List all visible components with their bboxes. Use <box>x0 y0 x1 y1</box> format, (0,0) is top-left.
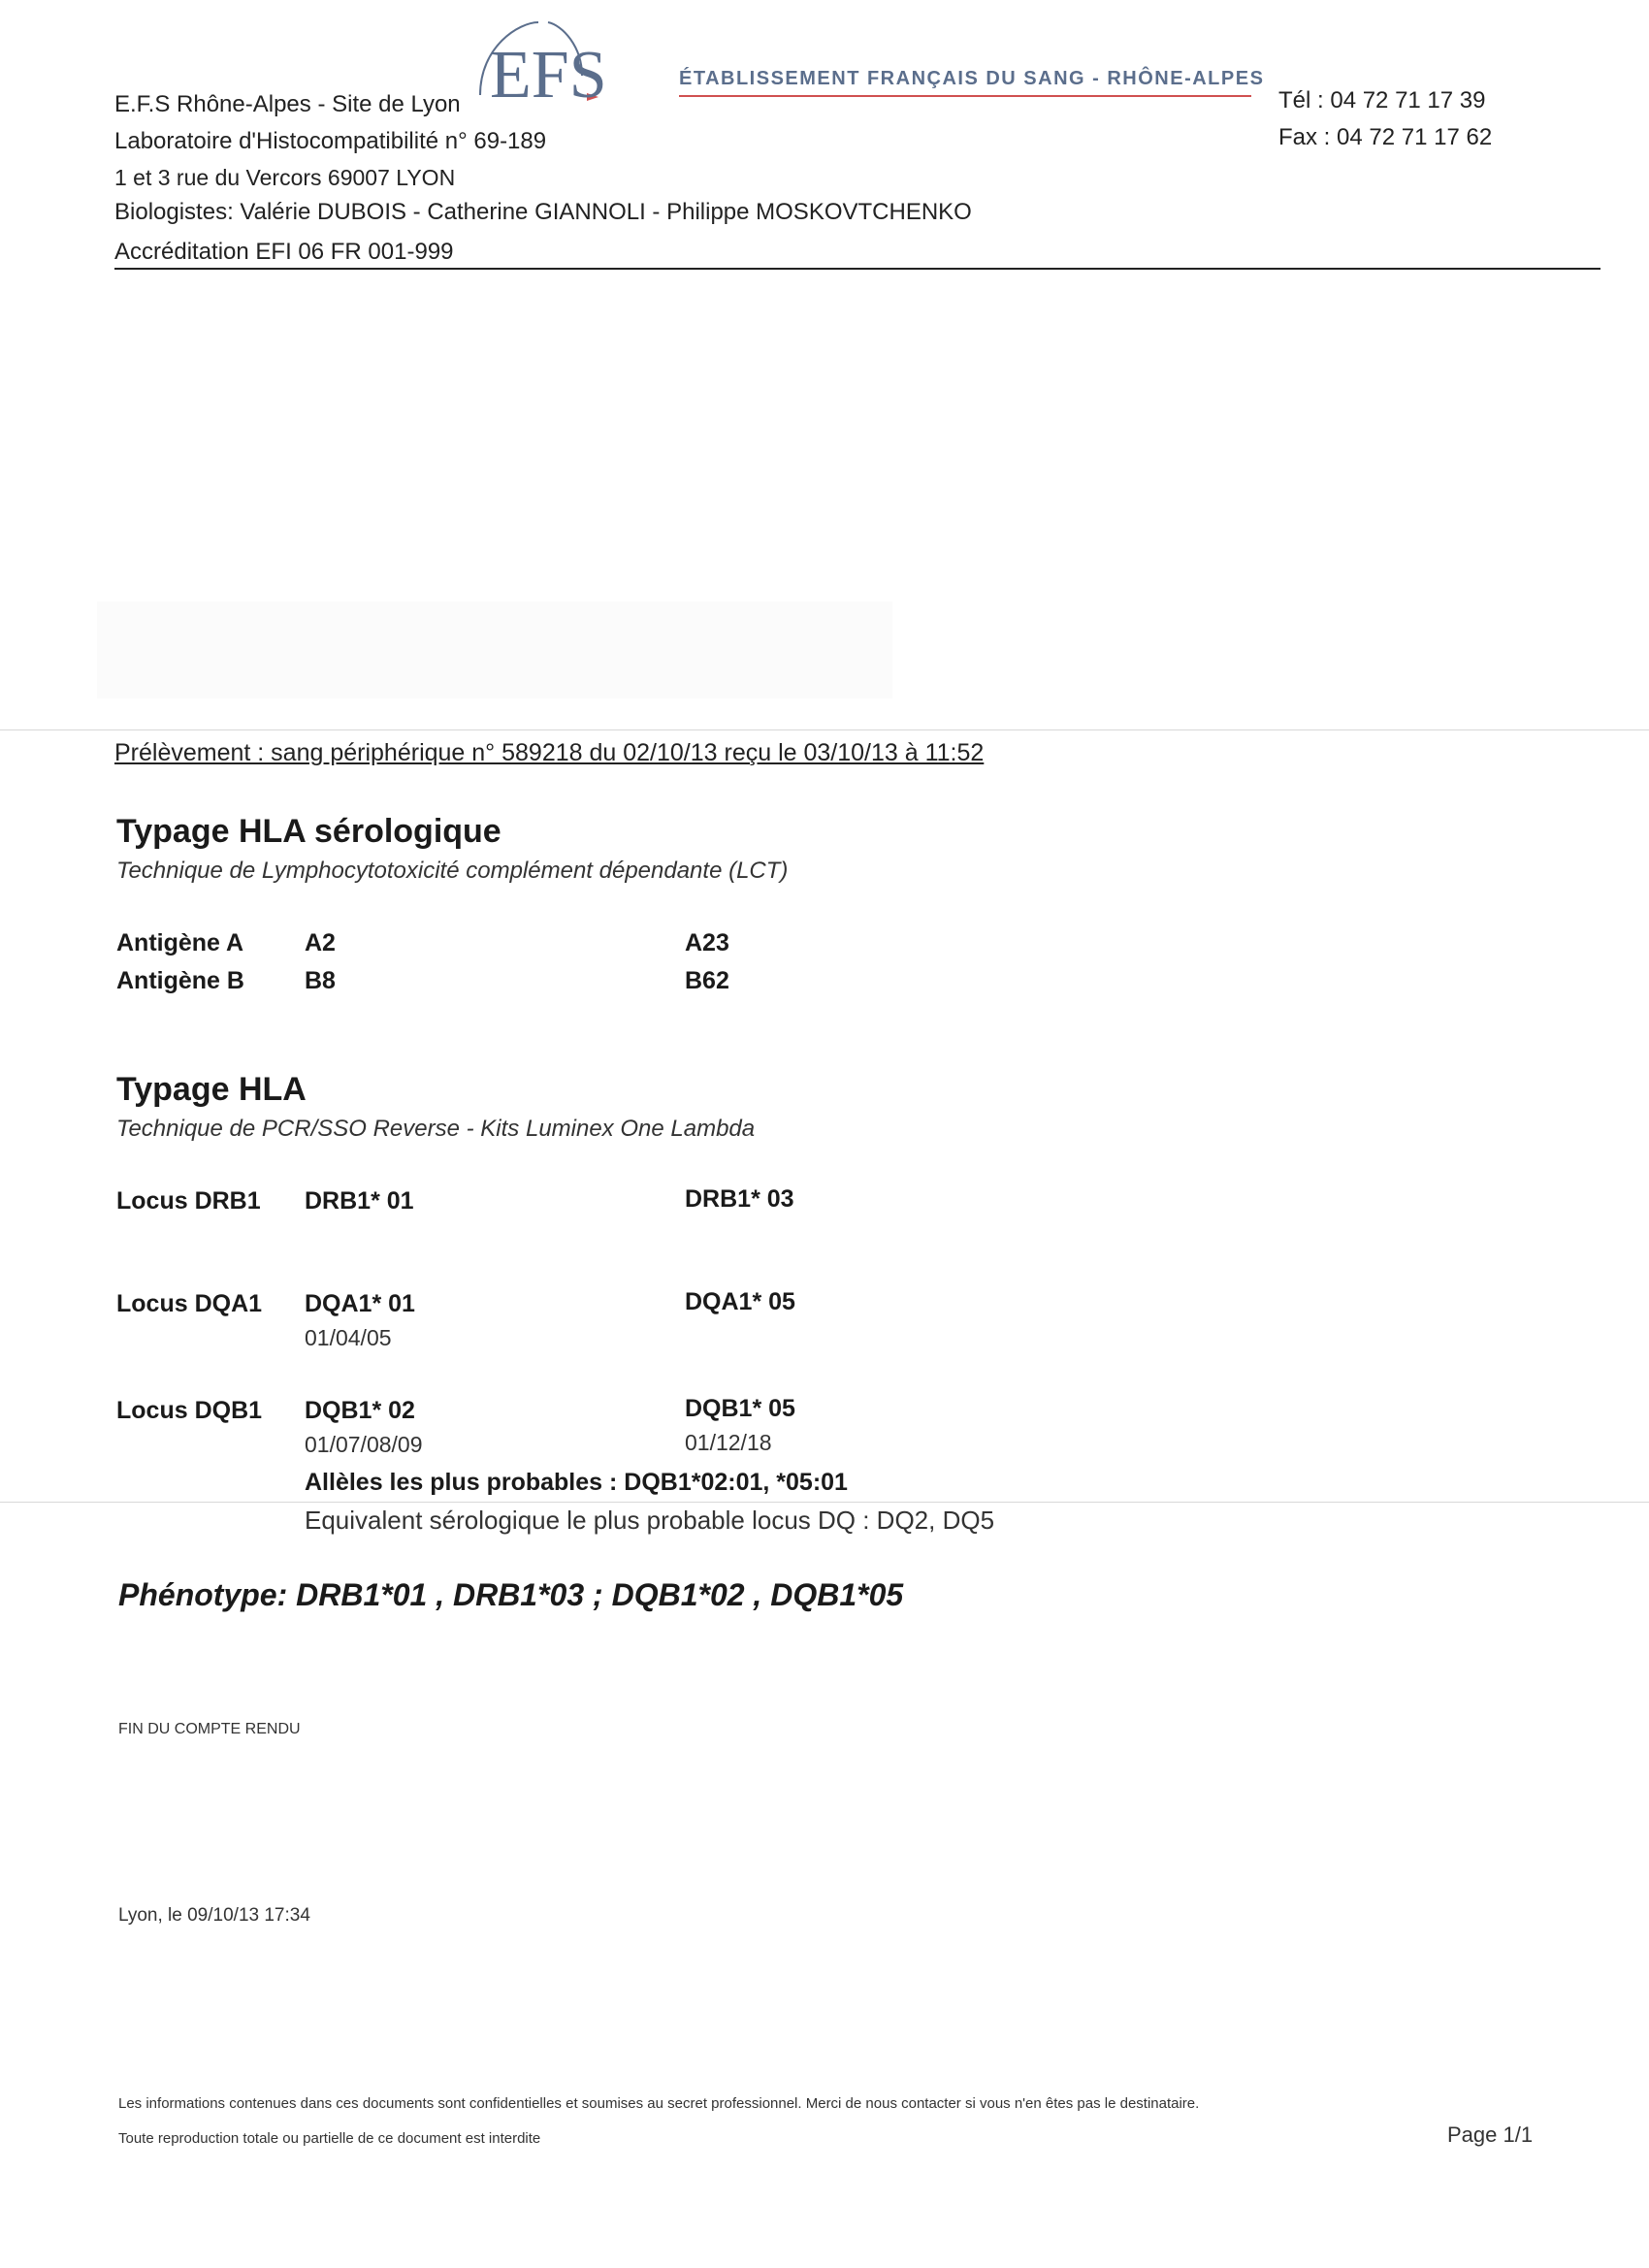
phone-number: Tél : 04 72 71 17 39 <box>1278 87 1486 113</box>
reproduction-notice: Toute reproduction totale ou partielle de ce document est interdite <box>118 2130 541 2147</box>
dqb1-allele-1-detail: 01/07/08/09 <box>305 1432 423 1457</box>
efs-logo <box>441 17 635 114</box>
lab-name: Laboratoire d'Histocompatibilité n° 69-189 <box>114 128 547 154</box>
antigen-a-allele-2: A23 <box>685 929 729 956</box>
report-date: Lyon, le 09/10/13 17:34 <box>118 1905 310 1926</box>
antigen-b-label: Antigène B <box>116 967 244 994</box>
specimen-line: Prélèvement : sang périphérique n° 589218 du 02/10/13 reçu le 03/10/13 à 11:52 <box>114 739 985 766</box>
dqa1-allele-2: DQA1* 05 <box>685 1288 795 1315</box>
locus-dqb1-label: Locus DQB1 <box>116 1397 263 1424</box>
dqb1-allele-2: DQB1* 05 <box>685 1395 795 1422</box>
tagline-rule <box>679 95 1251 97</box>
serology-title: Typage HLA sérologique <box>116 813 501 850</box>
dqa1-allele-1: DQA1* 01 <box>305 1290 415 1317</box>
efs-site-name: E.F.S Rhône-Alpes - Site de Lyon <box>114 91 461 117</box>
confidentiality-notice: Les informations contenues dans ces documents sont confidentielles et soumises au secret professionnel. Merci de nous contacter si vous n'en êtes pas le destinataire. <box>118 2095 1200 2112</box>
antigen-a-label: Antigène A <box>116 929 244 956</box>
end-of-report: FIN DU COMPTE RENDU <box>118 1721 301 1737</box>
dqb1-allele-1: DQB1* 02 <box>305 1397 415 1424</box>
accreditation-line: Accréditation EFI 06 FR 001-999 <box>114 239 454 265</box>
serology-technique: Technique de Lymphocytotoxicité complément dépendante (LCT) <box>116 858 789 884</box>
efs-logo-text: EFS <box>490 38 607 113</box>
fold-line <box>0 1502 1649 1503</box>
drb1-allele-1: DRB1* 01 <box>305 1187 414 1215</box>
header-divider <box>114 268 1600 270</box>
biologists-line: Biologistes: Valérie DUBOIS - Catherine GIANNOLI - Philippe MOSKOVTCHENKO <box>114 199 972 225</box>
serologic-equivalent: Equivalent sérologique le plus probable locus DQ : DQ2, DQ5 <box>305 1506 995 1535</box>
dqa1-allele-1-detail: 01/04/05 <box>305 1325 392 1350</box>
dqb1-allele-2-detail: 01/12/18 <box>685 1430 772 1455</box>
lab-address: 1 et 3 rue du Vercors 69007 LYON <box>114 165 456 190</box>
phenotype-summary: Phénotype: DRB1*01 , DRB1*03 ; DQB1*02 , DQB1*05 <box>118 1577 904 1612</box>
antigen-b-allele-1: B8 <box>305 967 336 994</box>
typing-technique: Technique de PCR/SSO Reverse - Kits Luminex One Lambda <box>116 1116 756 1142</box>
antigen-b-allele-2: B62 <box>685 967 729 994</box>
antigen-a-allele-1: A2 <box>305 929 336 956</box>
locus-drb1-label: Locus DRB1 <box>116 1187 261 1215</box>
probable-alleles: Allèles les plus probables : DQB1*02:01, *05:01 <box>305 1469 848 1496</box>
scan-shading <box>97 601 892 698</box>
typing-title: Typage HLA <box>116 1071 307 1108</box>
fax-number: Fax : 04 72 71 17 62 <box>1278 124 1493 150</box>
locus-dqa1-label: Locus DQA1 <box>116 1290 263 1317</box>
efs-tagline: ÉTABLISSEMENT FRANÇAIS DU SANG - RHÔNE-ALPES <box>679 68 1265 89</box>
fold-line <box>0 729 1649 730</box>
efs-logo-mark <box>441 17 635 114</box>
page-number: Page 1/1 <box>1447 2122 1534 2147</box>
drb1-allele-2: DRB1* 03 <box>685 1185 794 1213</box>
